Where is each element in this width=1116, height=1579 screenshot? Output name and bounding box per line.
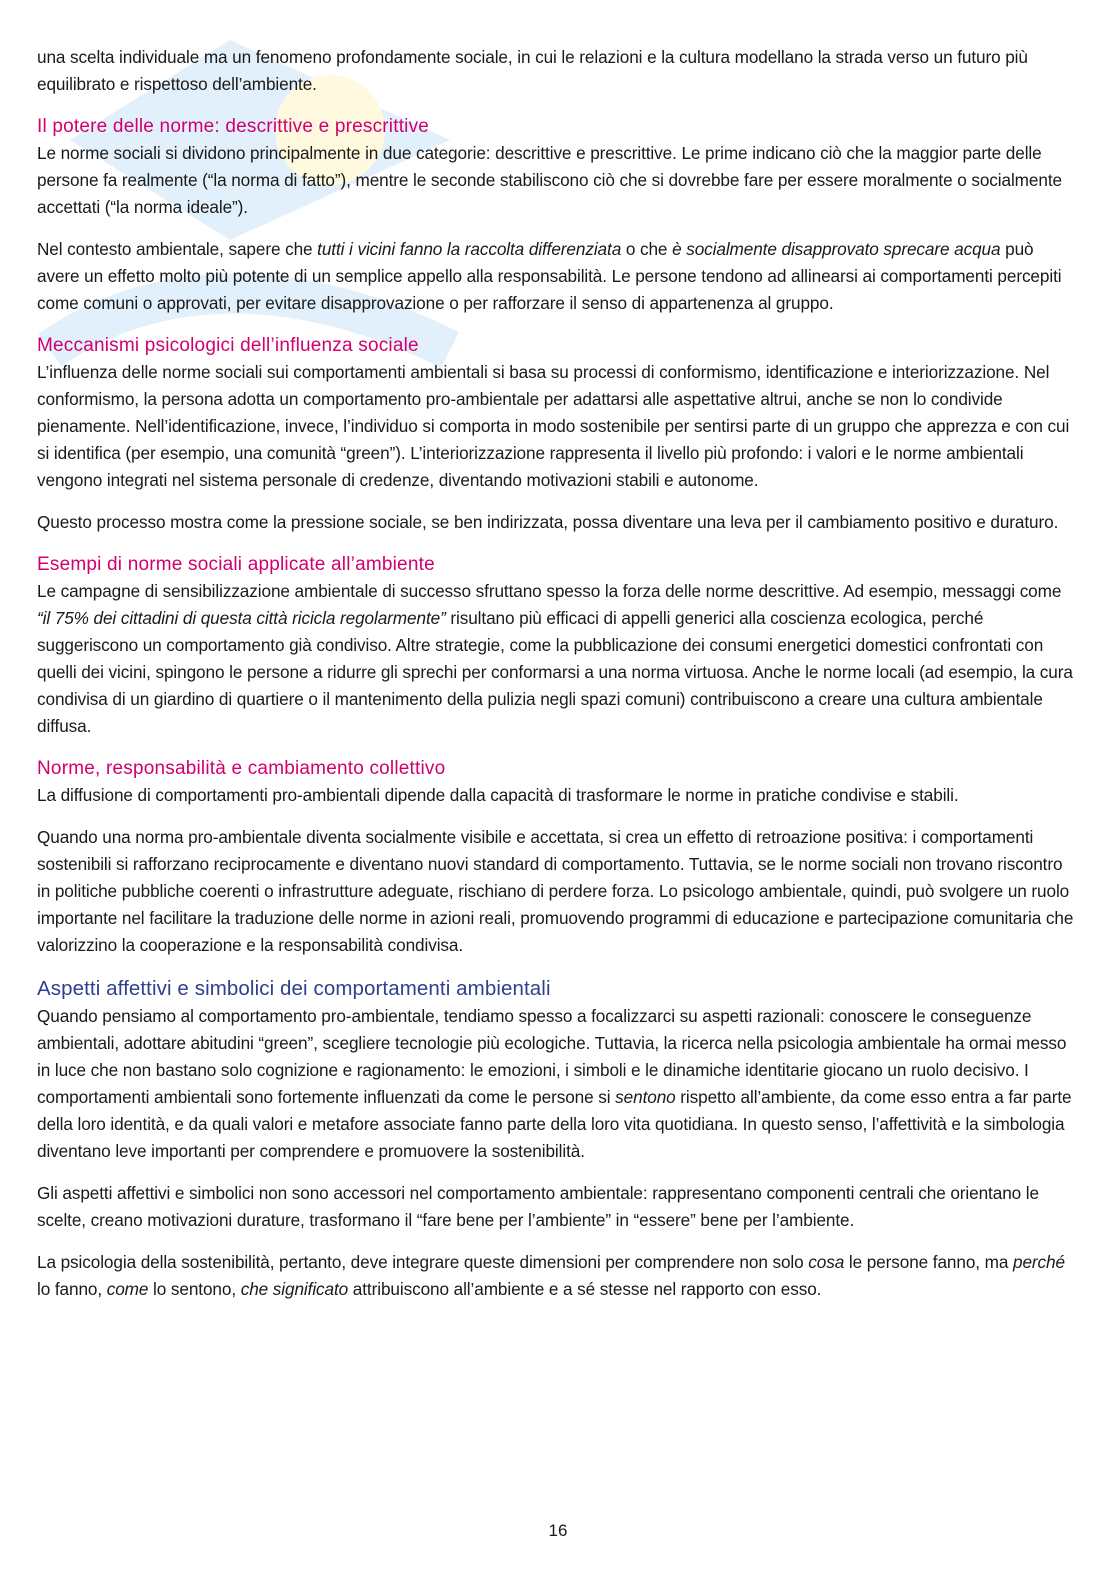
text-run: rispetto all’ambiente, da come esso entra a far parte della loro identità, e da quali valori e metafore associate fanno parte della loro vita quotidiana. In questo senso, l’affettività e la simbologia diventano leve importanti per comprendere e promuovere la sostenibilità. [37, 1087, 1072, 1161]
text-run: o che [621, 239, 673, 259]
text-run: può avere un effetto molto più potente di un semplice appello alla responsabilità. Le persone tendono ad allinearsi ai comportamenti percepiti come comuni o approvati, per evitare disapprovazione o per rafforzare il senso di appartenenza al gruppo. [37, 239, 1062, 313]
page-number: 16 [548, 1521, 568, 1540]
section5-paragraph-2: Gli aspetti affettivi e simbolici non sono accessori nel comportamento ambientale: rappresentano componenti centrali che orientano le scelte, creano motivazioni durature, trasformano il “fare bene per l’ambiente” in “essere” bene per l’ambiente. [37, 1183, 1039, 1230]
section-heading-esempi: Esempi di norme sociali applicate all’ambiente [37, 554, 435, 575]
text-run: Quando pensiamo al comportamento pro-ambientale, tendiamo spesso a focalizzarci su aspetti razionali: conoscere le conseguenze ambientali, adottare abitudini “green”, scegliere tecnologie più ecologiche. Tuttavia, la ricerca nella psicologia ambientale ha ormai messo in luce che non bastano solo cognizione e ragionamento: le emozioni, i simboli e le dinamiche identitarie giocano un ruolo decisivo. I comportamenti ambientali sono fortemente influenzati da come le persone si [37, 1006, 1067, 1107]
text-run: Le campagne di sensibilizzazione ambientale di successo sfruttano spesso la forza delle norme descrittive. Ad esempio, messaggi come [37, 581, 1062, 601]
italic-text: è socialmente disapprovato sprecare acqua [672, 239, 1001, 259]
text-run: Nel contesto ambientale, sapere che [37, 239, 318, 259]
section2-paragraph-1: L’influenza delle norme sociali sui comportamenti ambientali si basa su processi di conformismo, identificazione e interiorizzazione. Nel conformismo, la persona adotta un comportamento pro-ambientale per adattarsi alle aspettative altrui, anche se non lo condivide pienamente. Nell’identificazione, invece, l’individuo si comporta in modo sostenibile per sentirsi parte di un gruppo che apprezza e con cui si identifica (per esempio, una comunità “green”). L’interiorizzazione rappresenta il livello più profondo: i valori e le norme ambientali vengono integrati nel sistema personale di credenze, diventando motivazioni stabili e autonome. [37, 362, 1070, 490]
italic-text: che significato [240, 1279, 349, 1299]
section2-paragraph-2: Questo processo mostra come la pressione sociale, se ben indirizzata, possa diventare una leva per il cambiamento positivo e duraturo. [37, 512, 1059, 532]
section1-paragraph-1: Le norme sociali si dividono principalmente in due categorie: descrittive e prescrittive. Le prime indicano ciò che la maggior parte delle persone fa realmente (“la norma di fatto”), mentre le seconde stabiliscono ciò che si dovrebbe fare per essere moralmente o socialmente accettati (“la norma ideale”). [37, 143, 1062, 217]
text-run: risultano più efficaci di appelli generici alla coscienza ecologica, perché suggeriscono un comportamento già condiviso. Altre strategie, come la pubblicazione dei consumi energetici domestici confrontati con quelli dei vicini, spingono le persone a ridurre gli sprechi per conformarsi a una norma virtuosa. Anche le norme locali (ad esempio, la cura condivisa di un giardino di quartiere o il mantenimento della pulizia negli spazi comuni) contribuiscono a creare una cultura ambientale diffusa. [37, 608, 1073, 736]
section1-paragraph-2 [37, 236, 1077, 317]
section4-paragraph-1: La diffusione di comportamenti pro-ambientali dipende dalla capacità di trasformare le norme in pratiche condivise e stabili. [37, 785, 959, 805]
text-run: lo fanno, [37, 1279, 107, 1299]
italic-text: “il 75% dei cittadini di questa città ricicla regolarmente” [37, 608, 446, 628]
text-run: attribuiscono all’ambiente e a sé stesse nel rapporto con esso. [348, 1279, 822, 1299]
italic-text: cosa [808, 1252, 845, 1272]
italic-text: come [106, 1279, 149, 1299]
text-run: le persone fanno, ma [844, 1252, 1013, 1272]
italic-text: sentono [615, 1087, 676, 1107]
section-heading-norme-potere: Il potere delle norme: descrittive e prescrittive [37, 116, 430, 137]
section-heading-responsabilita: Norme, responsabilità e cambiamento collettivo [37, 758, 446, 779]
text-run: La psicologia della sostenibilità, pertanto, deve integrare queste dimensioni per comprendere non solo [37, 1252, 809, 1272]
intro-paragraph: una scelta individuale ma un fenomeno profondamente sociale, in cui le relazioni e la cultura modellano la strada verso un futuro più equilibrato e rispettoso dell’ambiente. [37, 47, 1028, 94]
section5-paragraph-1 [37, 1003, 1077, 1165]
section5-paragraph-3 [37, 1249, 1077, 1303]
italic-text: perché [1013, 1252, 1065, 1272]
italic-text: tutti i vicini fanno la raccolta differenziata [317, 239, 622, 259]
main-heading-aspetti-affettivi: Aspetti affettivi e simbolici dei comportamenti ambientali [37, 977, 551, 1000]
section4-paragraph-2: Quando una norma pro-ambientale diventa socialmente visibile e accettata, si crea un effetto di retroazione positiva: i comportamenti sostenibili si rafforzano reciprocamente e diventano nuovi standard di comportamento. Tuttavia, se le norme sociali non trovano riscontro in politiche pubbliche coerenti o infrastrutture adeguate, rischiano di perdere forza. Lo psicologo ambientale, quindi, può svolgere un ruolo importante nel facilitare la traduzione delle norme in azioni reali, promuovendo programmi di educazione e partecipazione comunitaria che valorizzino la cooperazione e la responsabilità condivisa. [37, 827, 1074, 955]
section3-paragraph-1 [37, 578, 1077, 740]
document-page [37, 42, 1077, 1318]
section-heading-meccanismi: Meccanismi psicologici dell’influenza sociale [37, 335, 419, 356]
text-run: lo sentono, [148, 1279, 241, 1299]
